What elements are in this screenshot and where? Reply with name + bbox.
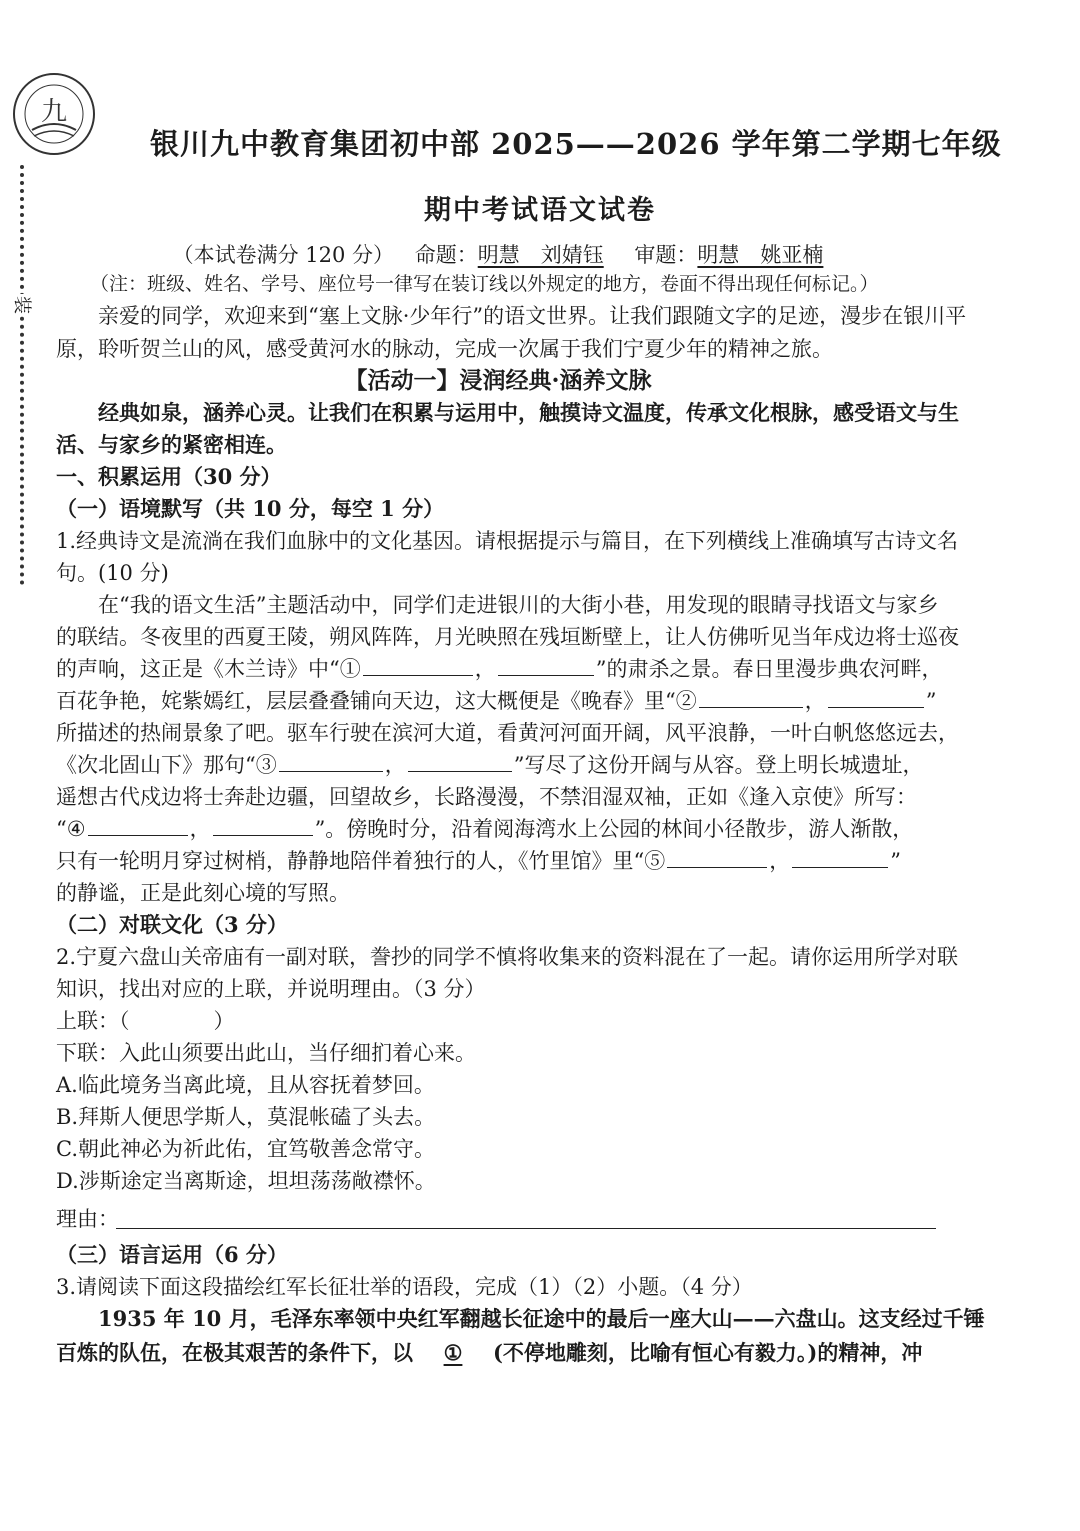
q2-reason-answer-line[interactable] bbox=[116, 1228, 936, 1229]
setter-names: 明慧 刘婧钰 bbox=[477, 243, 604, 267]
answer-blank-q3-1[interactable]: ① bbox=[443, 1340, 463, 1365]
intro-line-1: 亲爱的同学，欢迎来到“塞上文脉·少年行”的语文世界。让我们跟随文字的足迹，漫步在银川平 bbox=[98, 304, 967, 328]
q1-text: ” bbox=[925, 689, 937, 713]
svg-text:九: 九 bbox=[40, 97, 68, 127]
activity1-desc-1: 经典如泉，涵养心灵。让我们在积累与运用中，触摸诗文温度，传承文化根脉，感受语文与生 bbox=[98, 400, 959, 425]
section1-sub1-heading: （一）语境默写（共 10 分，每空 1 分） bbox=[56, 496, 445, 521]
q2-option-b: B.拜斯人便思学斯人，莫混帐磕了头去。 bbox=[56, 1105, 436, 1129]
q3-text: 百炼的队伍，在极其艰苦的条件下，以 bbox=[56, 1340, 413, 1365]
score-note: （本试卷满分 120 分） bbox=[172, 243, 395, 267]
q1-text: 《次北固山下》那句“③ bbox=[56, 753, 277, 777]
intro-line-2: 原，聆听贺兰山的风，感受黄河水的脉动，完成一次属于我们宁夏少年的精神之旅。 bbox=[56, 337, 833, 361]
q3-para-line-2 bbox=[56, 1338, 940, 1368]
q1-para-line-7: 遥想古代戍边将士奔赴边疆，回望故乡，长路漫漫，不禁泪湿双袖，正如《逢入京使》所写： bbox=[56, 785, 917, 809]
activity1-heading: 【活动一】浸润经典·涵养文脉 bbox=[344, 367, 652, 394]
q2-lower-couplet: 下联：入此山须要出此山，当仔细扪着心来。 bbox=[56, 1041, 476, 1065]
q1-text: ” bbox=[890, 849, 901, 873]
answer-blank-2a[interactable] bbox=[699, 689, 803, 708]
section3-heading: （三）语言运用（6 分） bbox=[56, 1242, 288, 1267]
binding-dotted-line bbox=[20, 165, 30, 585]
q1-text: ， bbox=[804, 689, 826, 713]
activity1-desc-2: 活、与家乡的紧密相连。 bbox=[56, 432, 287, 457]
q1-para-line-8 bbox=[56, 814, 940, 844]
q1-text: ， bbox=[189, 817, 211, 841]
q1-text: ， bbox=[384, 753, 406, 777]
answer-blank-4a[interactable] bbox=[88, 817, 188, 836]
q2-reason-label: 理由： bbox=[56, 1207, 119, 1231]
q1-text: 百花争艳，姹紫嫣红，层层叠叠铺向天边，这大概便是《晚春》里“② bbox=[56, 689, 697, 713]
q1-para-line-3 bbox=[56, 654, 943, 684]
q2-option-d: D.涉斯途定当离斯途，坦坦荡荡敞襟怀。 bbox=[56, 1169, 436, 1193]
answer-blank-2b[interactable] bbox=[828, 689, 924, 708]
school-seal-icon bbox=[10, 70, 98, 158]
q3-text: (不停地雕刻，比喻有恒心有毅力。)的精神，冲 bbox=[493, 1340, 923, 1365]
q1-text: 只有一轮明月穿过树梢，静静地陪伴着独行的人，《竹里馆》里“⑤ bbox=[56, 849, 666, 873]
section1-heading: 一、积累运用（30 分） bbox=[56, 464, 282, 489]
q2-option-c: C.朝此神必为祈此佑，宜笃敬善念常守。 bbox=[56, 1137, 435, 1161]
exam-title: 银川九中教育集团初中部 2025——2026 学年第二学期七年级 bbox=[150, 127, 1002, 161]
q2-option-a: A.临此境务当离此境，且从容抚着梦回。 bbox=[56, 1073, 435, 1097]
q3-para-line-1: 1935 年 10 月，毛泽东率领中央红军翻越长征途中的最后一座大山——六盘山。这支经过千锤 bbox=[98, 1306, 985, 1331]
q2-line-1: 2.宁夏六盘山关帝庙有一副对联，誊抄的同学不慎将收集来的资料混在了一起。请你运用所学对联 bbox=[56, 945, 959, 969]
q3-line: 3.请阅读下面这段描绘红军长征壮举的语段，完成（1）（2）小题。（4 分） bbox=[56, 1275, 753, 1299]
q1-text: 的声响，这正是《木兰诗》中“① bbox=[56, 657, 361, 681]
q1-para-line-2: 的联结。冬夜里的西夏王陵，朔风阵阵，月光映照在残垣断壁上，让人仿佛听见当年戍边将士巡夜 bbox=[56, 625, 959, 649]
answer-blank-4b[interactable] bbox=[213, 817, 313, 836]
q1-text: ”的肃杀之景。春日里漫步典农河畔， bbox=[595, 657, 943, 681]
q1-text: ， bbox=[769, 849, 791, 873]
q1-line-2: 句。(10 分) bbox=[56, 561, 169, 585]
q2-line-2: 知识，找出对应的上联，并说明理由。（3 分） bbox=[56, 977, 486, 1001]
setter-label: 命题： bbox=[414, 243, 478, 267]
q1-para-line-4 bbox=[56, 686, 940, 716]
q1-text: ”写尽了这份开阔与从容。登上明长城遗址， bbox=[513, 753, 924, 777]
q1-text: ”。傍晚时分，沿着阅海湾水上公园的林间小径散步，游人渐散， bbox=[314, 817, 914, 841]
reviewer-label: 审题： bbox=[634, 243, 698, 267]
q2-upper-couplet[interactable]: 上联：（ ） bbox=[56, 1009, 235, 1033]
reviewer-names: 明慧 姚亚楠 bbox=[697, 243, 824, 267]
answer-blank-3b[interactable] bbox=[408, 753, 512, 772]
q1-para-line-9 bbox=[56, 846, 940, 876]
q1-para-line-10: 的静谧，正是此刻心境的写照。 bbox=[56, 881, 350, 905]
answer-blank-3a[interactable] bbox=[279, 753, 383, 772]
binding-label: 装 bbox=[10, 294, 36, 316]
q1-para-line-5: 所描述的热闹景象了吧。驱车行驶在滨河大道，看黄河河面开阔，风平浪静，一叶白帆悠悠远去， bbox=[56, 721, 959, 745]
answer-blank-1b[interactable] bbox=[498, 657, 594, 676]
q1-text: “④ bbox=[56, 817, 86, 841]
exam-info-line bbox=[56, 240, 940, 270]
q1-line-1: 1.经典诗文是流淌在我们血脉中的文化基因。请根据提示与篇目，在下列横线上准确填写古诗文名 bbox=[56, 529, 959, 553]
exam-note: （注：班级、姓名、学号、座位号一律写在装订线以外规定的地方，卷面不得出现任何标记。） bbox=[90, 273, 879, 295]
exam-subtitle: 期中考试语文试卷 bbox=[424, 195, 656, 226]
section2-heading: （二）对联文化（3 分） bbox=[56, 912, 288, 937]
q1-para-line-1: 在“我的语文生活”主题活动中，同学们走进银川的大街小巷，用发现的眼睛寻找语文与家乡 bbox=[98, 593, 939, 617]
q1-para-line-6 bbox=[56, 750, 940, 780]
answer-blank-5b[interactable] bbox=[792, 849, 888, 868]
answer-blank-1a[interactable] bbox=[363, 657, 473, 676]
q1-text: ， bbox=[474, 657, 496, 681]
answer-blank-5a[interactable] bbox=[667, 849, 767, 868]
